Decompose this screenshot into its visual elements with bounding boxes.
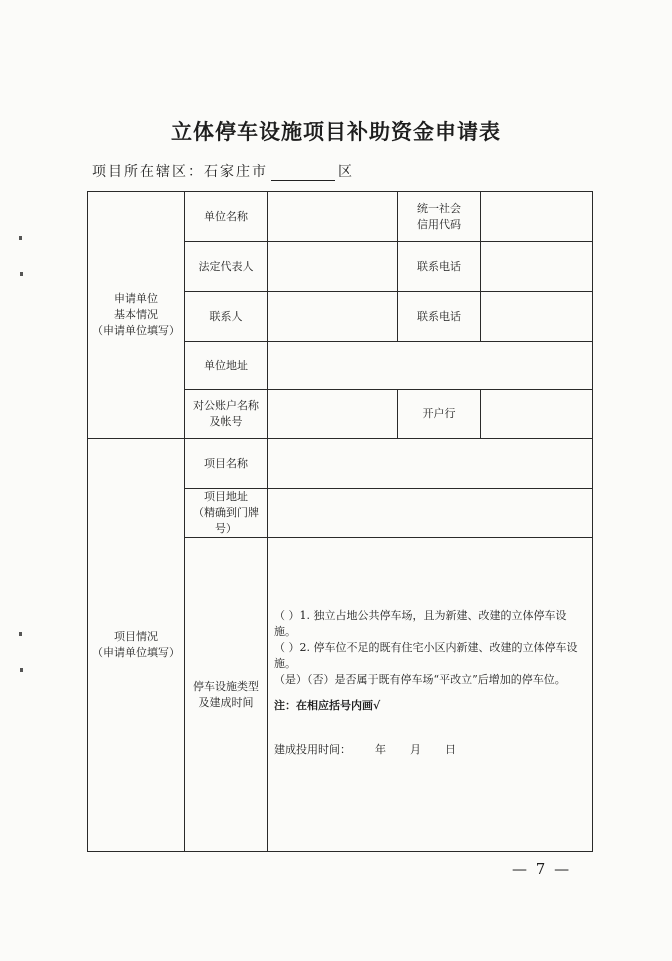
facility-type-content (268, 538, 593, 852)
built-month: 月 (410, 742, 421, 756)
credit-code-value[interactable] (481, 192, 593, 242)
option-3[interactable]: （是）（否）是否属于既有停车场“平改立”后增加的停车位。 (274, 672, 566, 686)
unit-name-value[interactable] (268, 192, 398, 242)
phone1-label: 联系电话 (398, 242, 481, 292)
note: 注：在相应括号内画√ (274, 698, 381, 712)
legal-rep-value[interactable] (268, 242, 398, 292)
district-suffix: 区 (338, 164, 354, 180)
section-applicant-label: 申请单位 基本情况 （申请单位填写） (88, 192, 185, 439)
district-label: 项目所在辖区：石家庄市 (92, 164, 268, 180)
phone2-value[interactable] (481, 292, 593, 342)
project-address-value[interactable] (268, 489, 593, 538)
option-2[interactable]: （ ）2. 停车位不足的既有住宅小区内新建、改建的立体停车设施。 (274, 640, 578, 670)
credit-code-label: 统一社会 信用代码 (398, 192, 481, 242)
project-name-label: 项目名称 (185, 439, 268, 489)
built-day: 日 (445, 742, 456, 756)
contact-label: 联系人 (185, 292, 268, 342)
section-project-label: 项目情况 （申请单位填写） (88, 439, 185, 852)
scan-mark (20, 272, 23, 276)
legal-rep-label: 法定代表人 (185, 242, 268, 292)
built-year: 年 (375, 742, 386, 756)
phone2-label: 联系电话 (398, 292, 481, 342)
contact-value[interactable] (268, 292, 398, 342)
scan-mark (20, 668, 23, 672)
address-label: 单位地址 (185, 342, 268, 390)
bank-value[interactable] (481, 390, 593, 439)
project-name-value[interactable] (268, 439, 593, 489)
page-number: — 7 — (512, 860, 572, 878)
account-label: 对公账户名称 及帐号 (185, 390, 268, 439)
option-1[interactable]: （ ）1. 独立占地公共停车场，且为新建、改建的立体停车设施。 (274, 609, 567, 638)
district-blank (271, 164, 335, 181)
address-value[interactable] (268, 342, 593, 390)
built-time-label: 建成投用时间： (274, 742, 351, 756)
phone1-value[interactable] (481, 242, 593, 292)
facility-type-label: 停车设施类型 及建成时间 (185, 538, 268, 852)
scan-mark (19, 632, 22, 636)
account-value[interactable] (268, 390, 398, 439)
built-time-line (274, 742, 584, 758)
unit-name-label: 单位名称 (185, 192, 268, 242)
application-form (87, 191, 593, 852)
bank-label: 开户行 (398, 390, 481, 439)
project-address-label: 项目地址 （精确到门牌号） (185, 489, 268, 538)
page-title: 立体停车设施项目补助资金申请表 (171, 119, 501, 144)
district-line (92, 161, 354, 181)
scan-mark (19, 236, 22, 240)
